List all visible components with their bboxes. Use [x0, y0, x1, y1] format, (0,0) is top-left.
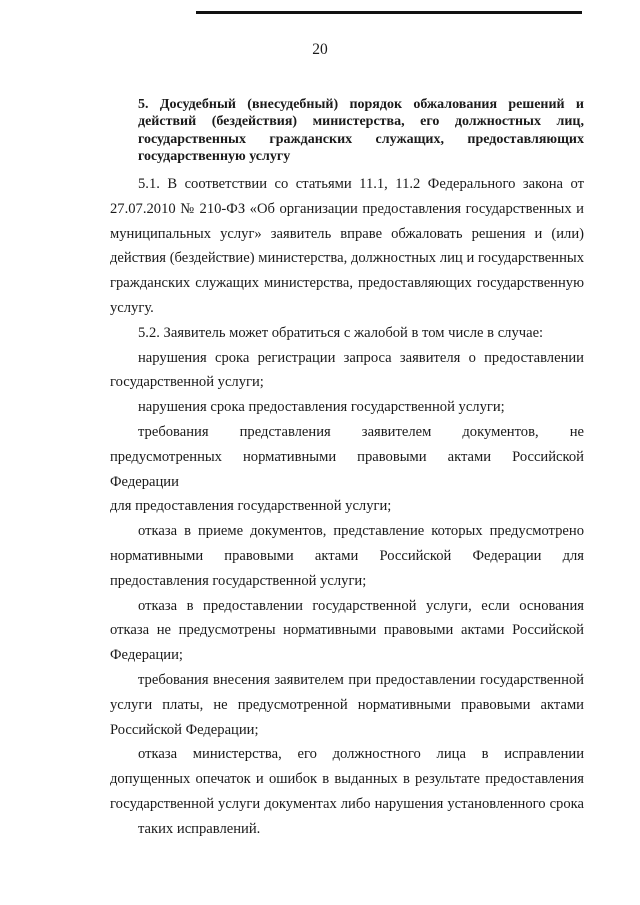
- list-item: [110, 594, 584, 668]
- text-line: гражданских служащих министерства, предоставляющих государственную: [110, 275, 584, 292]
- text-line: допущенных опечаток и ошибок в выданных в результате предоставления: [110, 771, 584, 788]
- text-line: для предоставления государственной услуги;: [110, 498, 392, 515]
- text-line: 27.07.2010 № 210-ФЗ «Об организации предоставления государственных и: [110, 200, 584, 217]
- top-rule: [196, 11, 582, 14]
- list-item: [110, 420, 584, 519]
- text-line: Российской Федерации;: [110, 721, 259, 738]
- text-line: нарушения срока регистрации запроса заявителя о предоставлении: [138, 349, 584, 366]
- text-line: требования представления заявителем документов, не: [138, 423, 584, 440]
- text-line: таких исправлений.: [138, 820, 261, 837]
- text-line: предоставления государственной услуги;: [110, 572, 367, 589]
- list-item: [110, 519, 584, 593]
- list-item: [110, 668, 584, 742]
- text-line: нормативными правовыми актами Российской Федерации для: [110, 547, 584, 564]
- list-item: [110, 346, 584, 396]
- text-line: государственной услуги документах либо нарушения установленного срока: [110, 795, 584, 812]
- text-line: требования внесения заявителем при предоставлении государственной: [138, 671, 584, 688]
- heading-line: государственную услугу: [138, 148, 291, 164]
- list-item: [110, 395, 584, 420]
- text-line: отказа в предоставлении государственной услуги, если основания: [138, 597, 584, 614]
- heading-line: 5. Досудебный (внесудебный) порядок обжалования решений и: [138, 97, 584, 112]
- text-line: 5.2. Заявитель может обратиться с жалобой в том числе в случае:: [138, 324, 544, 341]
- body-text: [110, 172, 584, 842]
- paragraph-5-1: [110, 172, 584, 321]
- text-line: услуги платы, не предусмотренной нормативными правовыми актами: [110, 696, 584, 713]
- text-line: действия (бездействие) министерства, должностных лиц и государственных: [110, 250, 584, 267]
- text-line: отказа не предусмотрены нормативными правовыми актами Российской: [110, 622, 584, 639]
- section-heading: [138, 96, 584, 165]
- text-line: Федерации;: [110, 647, 183, 664]
- heading-line: действий (бездействия) министерства, его должностных лиц,: [138, 114, 584, 130]
- text-line: 5.1. В соответствии со статьями 11.1, 11.2 Федерального закона от: [138, 176, 584, 192]
- heading-line: государственных гражданских служащих, предоставляющих: [138, 131, 584, 147]
- text-line: предусмотренных нормативными правовыми актами Российской Федерации: [110, 448, 584, 490]
- paragraph-5-2: [110, 321, 584, 346]
- text-line: услугу.: [110, 299, 154, 316]
- text-line: муниципальных услуг» заявитель вправе обжаловать решения и (или): [110, 225, 584, 242]
- page-number: 20: [312, 41, 328, 58]
- text-line: нарушения срока предоставления государственной услуги;: [138, 399, 505, 416]
- list-item: [110, 742, 584, 841]
- text-line: государственной услуги;: [110, 374, 264, 391]
- text-line: отказа в приеме документов, представление которых предусмотрено: [138, 523, 584, 540]
- text-line: отказа министерства, его должностного лица в исправлении: [138, 746, 584, 763]
